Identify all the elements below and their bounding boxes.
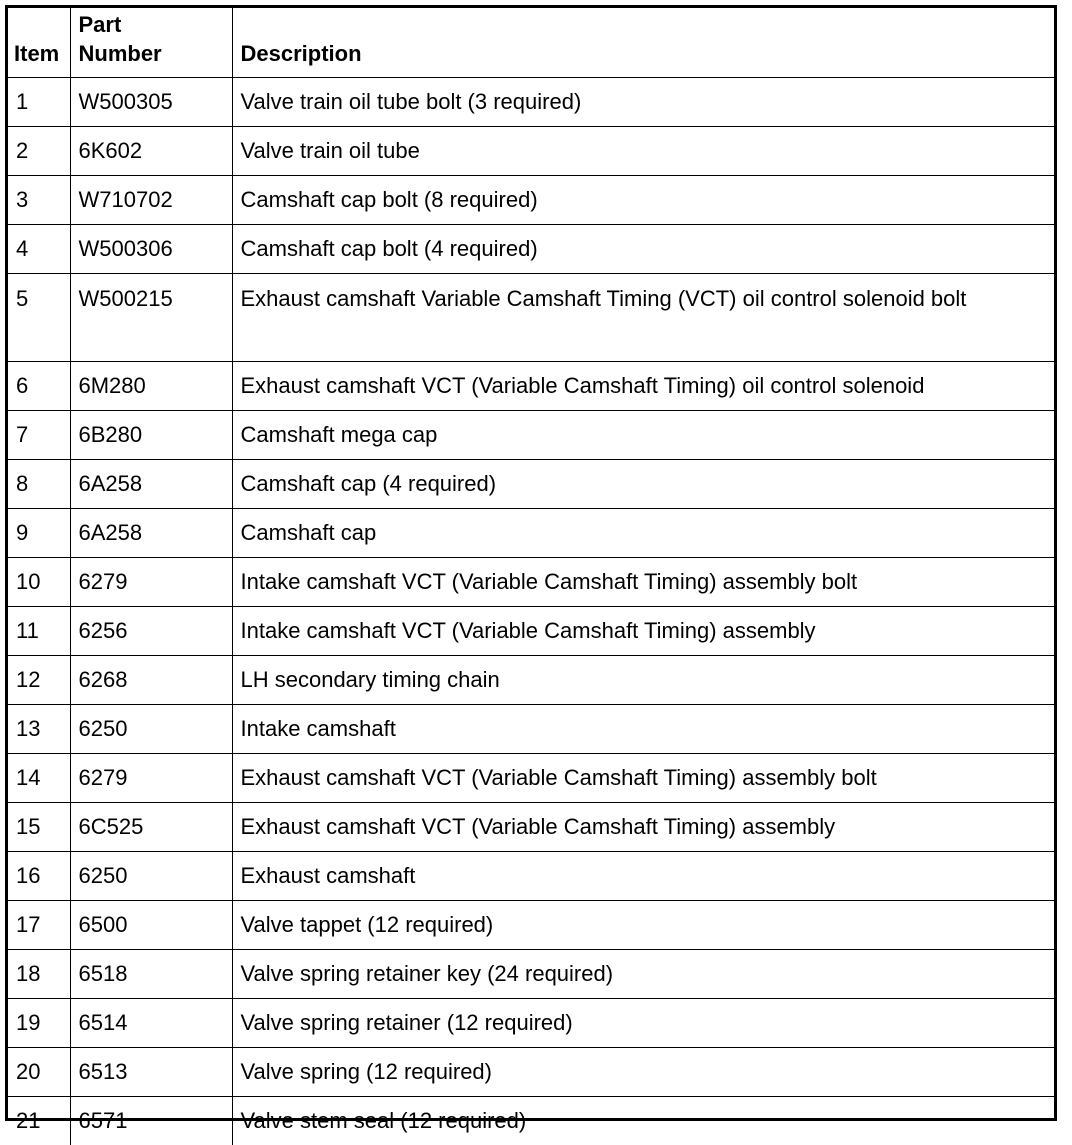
cell-part-number: 6250 xyxy=(70,704,232,753)
cell-item: 17 xyxy=(8,900,70,949)
table-row xyxy=(8,655,1054,704)
table-row xyxy=(8,998,1054,1047)
cell-part-number: 6A258 xyxy=(70,508,232,557)
cell-description: Intake camshaft VCT (Variable Camshaft Timing) assembly xyxy=(232,606,1054,655)
cell-part-number: 6571 xyxy=(70,1096,232,1145)
cell-item: 7 xyxy=(8,410,70,459)
parts-table xyxy=(8,8,1054,1145)
cell-description: Camshaft cap bolt (4 required) xyxy=(232,224,1054,273)
cell-item: 19 xyxy=(8,998,70,1047)
cell-description: Exhaust camshaft VCT (Variable Camshaft Timing) oil control solenoid xyxy=(232,361,1054,410)
cell-description: Valve spring retainer (12 required) xyxy=(232,998,1054,1047)
cell-item: 14 xyxy=(8,753,70,802)
cell-part-number: 6500 xyxy=(70,900,232,949)
cell-description: Valve stem seal (12 required) xyxy=(232,1096,1054,1145)
cell-part-number: 6250 xyxy=(70,851,232,900)
cell-description: Valve tappet (12 required) xyxy=(232,900,1054,949)
cell-description: Camshaft cap xyxy=(232,508,1054,557)
cell-part-number: 6518 xyxy=(70,949,232,998)
cell-part-number: W500215 xyxy=(70,273,232,361)
cell-item: 11 xyxy=(8,606,70,655)
header-part-number-line1: Part xyxy=(78,11,122,37)
parts-table-frame xyxy=(5,5,1057,1133)
cell-description: Exhaust camshaft Variable Camshaft Timing (VCT) oil control solenoid bolt xyxy=(232,273,1054,361)
table-row xyxy=(8,1047,1054,1096)
table-row xyxy=(8,77,1054,126)
table-row xyxy=(8,949,1054,998)
cell-description: Exhaust camshaft xyxy=(232,851,1054,900)
cell-item: 20 xyxy=(8,1047,70,1096)
cell-item: 10 xyxy=(8,557,70,606)
header-part-number-line2: Number xyxy=(78,40,162,66)
cell-part-number: W500305 xyxy=(70,77,232,126)
cell-item: 13 xyxy=(8,704,70,753)
cell-item: 1 xyxy=(8,77,70,126)
table-row xyxy=(8,273,1054,361)
cell-description: Exhaust camshaft VCT (Variable Camshaft Timing) assembly bolt xyxy=(232,753,1054,802)
table-header-row xyxy=(8,8,1054,77)
cell-part-number: 6279 xyxy=(70,557,232,606)
table-row xyxy=(8,175,1054,224)
table-row xyxy=(8,1096,1054,1145)
table-body xyxy=(8,77,1054,1145)
cell-description: LH secondary timing chain xyxy=(232,655,1054,704)
cell-item: 6 xyxy=(8,361,70,410)
table-row xyxy=(8,126,1054,175)
cell-description: Valve spring (12 required) xyxy=(232,1047,1054,1096)
cell-description: Valve train oil tube xyxy=(232,126,1054,175)
cell-part-number: 6256 xyxy=(70,606,232,655)
cell-description: Camshaft cap bolt (8 required) xyxy=(232,175,1054,224)
cell-item: 9 xyxy=(8,508,70,557)
cell-item: 15 xyxy=(8,802,70,851)
cell-description: Intake camshaft VCT (Variable Camshaft Timing) assembly bolt xyxy=(232,557,1054,606)
table-row xyxy=(8,900,1054,949)
cell-description: Intake camshaft xyxy=(232,704,1054,753)
cell-part-number: 6513 xyxy=(70,1047,232,1096)
table-row xyxy=(8,753,1054,802)
cell-item: 3 xyxy=(8,175,70,224)
table-row xyxy=(8,410,1054,459)
cell-item: 2 xyxy=(8,126,70,175)
cell-description: Valve spring retainer key (24 required) xyxy=(232,949,1054,998)
cell-part-number: 6A258 xyxy=(70,459,232,508)
cell-item: 5 xyxy=(8,273,70,361)
table-row xyxy=(8,557,1054,606)
cell-item: 16 xyxy=(8,851,70,900)
cell-item: 12 xyxy=(8,655,70,704)
header-item: Item xyxy=(8,8,70,77)
cell-item: 21 xyxy=(8,1096,70,1145)
header-description: Description xyxy=(232,8,1054,77)
cell-part-number: 6K602 xyxy=(70,126,232,175)
cell-item: 4 xyxy=(8,224,70,273)
table-row xyxy=(8,224,1054,273)
table-row xyxy=(8,508,1054,557)
table-row xyxy=(8,361,1054,410)
cell-part-number: 6M280 xyxy=(70,361,232,410)
cell-part-number: W500306 xyxy=(70,224,232,273)
cell-part-number: 6B280 xyxy=(70,410,232,459)
table-row xyxy=(8,704,1054,753)
header-part-number xyxy=(70,8,232,77)
cell-item: 18 xyxy=(8,949,70,998)
cell-part-number: 6279 xyxy=(70,753,232,802)
table-row xyxy=(8,802,1054,851)
table-row xyxy=(8,851,1054,900)
cell-description: Valve train oil tube bolt (3 required) xyxy=(232,77,1054,126)
cell-part-number: 6268 xyxy=(70,655,232,704)
cell-description: Camshaft cap (4 required) xyxy=(232,459,1054,508)
cell-part-number: 6514 xyxy=(70,998,232,1047)
table-row xyxy=(8,459,1054,508)
cell-item: 8 xyxy=(8,459,70,508)
table-row xyxy=(8,606,1054,655)
cell-description: Exhaust camshaft VCT (Variable Camshaft Timing) assembly xyxy=(232,802,1054,851)
cell-description: Camshaft mega cap xyxy=(232,410,1054,459)
cell-part-number: W710702 xyxy=(70,175,232,224)
cell-part-number: 6C525 xyxy=(70,802,232,851)
